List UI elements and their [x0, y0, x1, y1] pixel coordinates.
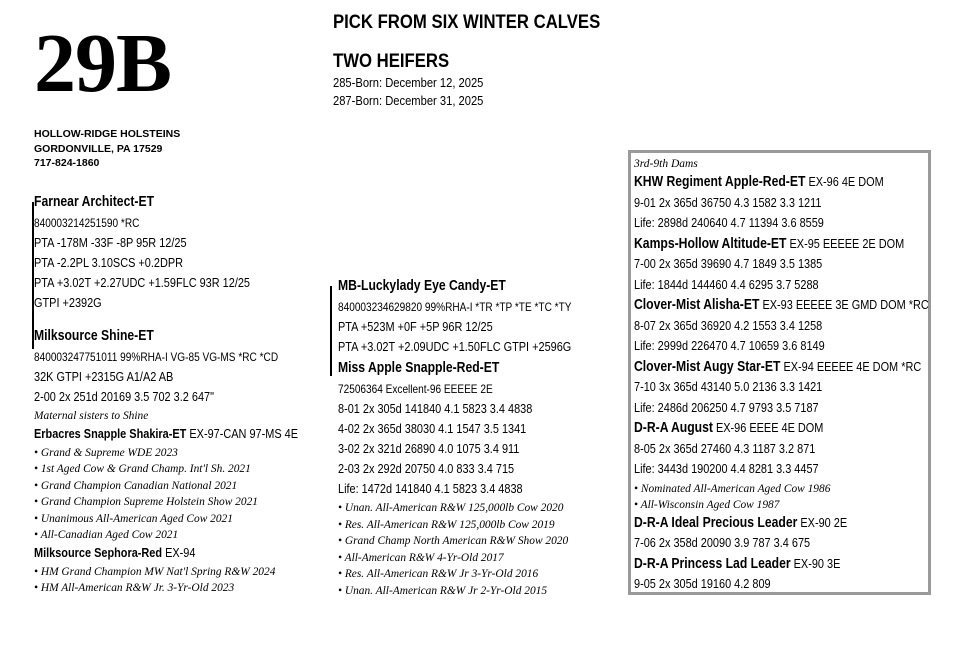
granddam-line: 3-02 2x 321d 26890 4.0 1075 3.4 911	[338, 441, 520, 456]
dam-entry-record: 8-05 2x 365d 27460 4.3 1187 3.2 871	[634, 440, 816, 456]
sire-line: 840003214251590 *RC	[34, 216, 140, 230]
sire-name: Farnear Architect-ET	[34, 194, 155, 210]
granddam-honor: • Unan. All-American R&W Jr 2-Yr-Old 2015	[338, 582, 548, 597]
dam-entry-heading: Clover-Mist Augy Star-ET EX-94 EEEEE 4E DOM *RC	[634, 358, 922, 375]
consignor-block	[34, 127, 180, 171]
dam-note: Maternal sisters to Shine	[34, 408, 149, 422]
lot-title: PICK FROM SIX WINTER CALVES	[333, 12, 601, 33]
sister-1-honor: • 1st Aged Cow & Grand Champ. Int'l Sh. 2021	[34, 461, 251, 475]
dam-entry-record: Life: 2486d 206250 4.7 9793 3.5 7187	[634, 399, 819, 415]
dam-entry-heading: Clover-Mist Alisha-ET EX-93 EEEEE 3E GMD DOM *RC	[634, 297, 929, 313]
dam-entry-record: 9-01 2x 365d 36750 4.3 1582 3.3 1211	[634, 194, 822, 210]
sister-1-heading	[34, 424, 298, 444]
dam-entry-heading: D-R-A Princess Lad Leader EX-90 3E	[634, 555, 841, 572]
consignor-phone: 717-824-1860	[34, 157, 100, 169]
sister-2-honor: • HM Grand Champion MW Nat'l Spring R&W 2024	[34, 563, 276, 578]
sister-2-classification: EX-94	[165, 544, 196, 560]
dam-entry-heading: KHW Regiment Apple-Red-ET EX-96 4E DOM	[634, 174, 884, 190]
mgs-line: PTA +523M +0F +5P 96R 12/25	[338, 319, 493, 334]
birth-date-1: 285-Born: December 12, 2025	[333, 75, 484, 90]
dam-entry-record: 7-00 2x 365d 39690 4.7 1849 3.5 1385	[634, 256, 823, 271]
sister-2-heading	[34, 543, 298, 563]
granddam-line: 72506364 Excellent-96 EEEEE 2E	[338, 382, 493, 396]
dam-entry-honor: • All-Wisconsin Aged Cow 1987	[634, 497, 780, 511]
granddam-honor: • Res. All-American R&W 125,000lb Cow 2019	[338, 516, 555, 531]
sire-line: PTA -2.2PL 3.10SCS +0.2DPR	[34, 255, 184, 270]
sister-1-honor: • All-Canadian Aged Cow 2021	[34, 527, 179, 541]
lot-number: 29B	[34, 17, 172, 110]
lot-header	[333, 11, 637, 110]
sister-1-name: Erbacres Snapple Shakira-ET	[34, 425, 187, 441]
dam-line: 32K GTPI +2315G A1/A2 AB	[34, 369, 174, 384]
granddam-honor: • All-American R&W 4-Yr-Old 2017	[338, 549, 504, 564]
dam-entry-record: 7-10 3x 365d 43140 5.0 2136 3.3 1421	[634, 379, 823, 394]
mgs-line: PTA +3.02T +2.09UDC +1.50FLC GTPI +2596G	[338, 339, 572, 354]
sister-1-honor: • Grand Champion Supreme Holstein Show 2021	[34, 494, 258, 508]
sire-line: PTA -178M -33F -8P 95R 12/25	[34, 235, 187, 250]
granddam-line: 2-03 2x 292d 20750 4.0 833 3.4 715	[338, 461, 515, 476]
dams-title: 3rd-9th Dams	[634, 158, 698, 170]
sister-1-honor: • Grand Champion Canadian National 2021	[34, 477, 238, 492]
dam-entry-heading: D-R-A August EX-96 EEEE 4E DOM	[634, 420, 824, 436]
dam-entry-record: Life: 1844d 144460 4.4 6295 3.7 5288	[634, 276, 819, 292]
lot-subtitle: TWO HEIFERS	[333, 51, 450, 72]
middle-column	[338, 275, 616, 598]
consignor-name: HOLLOW-RIDGE HOLSTEINS	[34, 128, 181, 140]
sister-1-honor: • Unanimous All-American Aged Cow 2021	[34, 510, 233, 525]
dams-list	[634, 156, 966, 595]
dam-entry-heading: D-R-A Ideal Precious Leader EX-90 2E	[634, 514, 848, 531]
left-column	[34, 191, 348, 596]
granddam-line: 8-01 2x 305d 141840 4.1 5823 3.4 4838	[338, 401, 533, 416]
dam-line: 840003247751011 99%RHA-I VG-85 VG-MS *RC *CD	[34, 350, 279, 364]
sister-2-name: Milksource Sephora-Red	[34, 544, 163, 560]
consignor-city: GORDONVILLE, PA 17529	[34, 142, 163, 155]
dam-entry-record: Life: 2999d 226470 4.7 10659 3.6 8149	[634, 338, 825, 353]
dam-entry-record: 9-05 2x 305d 19160 4.2 809	[634, 576, 771, 591]
granddam-honor: • Grand Champ North American R&W Show 2020	[338, 533, 569, 547]
granddam-line: Life: 1472d 141840 4.1 5823 3.4 4838	[338, 481, 523, 496]
mgs-name: MB-Luckylady Eye Candy-ET	[338, 278, 506, 294]
mgs-line: 840003234629820 99%RHA-I *TR *TP *TE *TC *TY	[338, 300, 572, 314]
dam-entry-record: Life: 2898d 240640 4.7 11394 3.6 8559	[634, 215, 824, 230]
birth-date-2: 287-Born: December 31, 2025	[333, 93, 484, 108]
sire-line: PTA +3.02T +2.27UDC +1.59FLC 93R 12/25	[34, 275, 251, 290]
dam-entry-record: 7-06 2x 358d 20090 3.9 787 3.4 675	[634, 535, 811, 550]
granddam-honor: • Res. All-American R&W Jr 3-Yr-Old 2016	[338, 566, 539, 580]
dam-entry-heading: Kamps-Hollow Altitude-ET EX-95 EEEEE 2E DOM	[634, 235, 905, 252]
dam-entry-record: 8-07 2x 365d 36920 4.2 1553 3.4 1258	[634, 317, 823, 333]
sister-1-classification: EX-97-CAN 97-MS 4E	[189, 425, 299, 441]
dam-entry-record: Life: 3443d 190200 4.4 8281 3.3 4457	[634, 461, 819, 476]
sister-2-honor: • HM All-American R&W Jr. 3-Yr-Old 2023	[34, 580, 235, 594]
dam-entry-honor: • Nominated All-American Aged Cow 1986	[634, 480, 831, 495]
granddam-honor: • Unan. All-American R&W 125,000lb Cow 2020	[338, 500, 564, 514]
dam-name: Milksource Shine-ET	[34, 328, 154, 344]
dam-line: 2-00 2x 251d 20169 3.5 702 3.2 647"	[34, 389, 214, 404]
sister-1-honor: • Grand & Supreme WDE 2023	[34, 444, 178, 459]
sire-line: GTPI +2392G	[34, 295, 102, 310]
granddam-name: Miss Apple Snapple-Red-ET	[338, 360, 500, 376]
granddam-line: 4-02 2x 365d 38030 4.1 1547 3.5 1341	[338, 421, 527, 436]
